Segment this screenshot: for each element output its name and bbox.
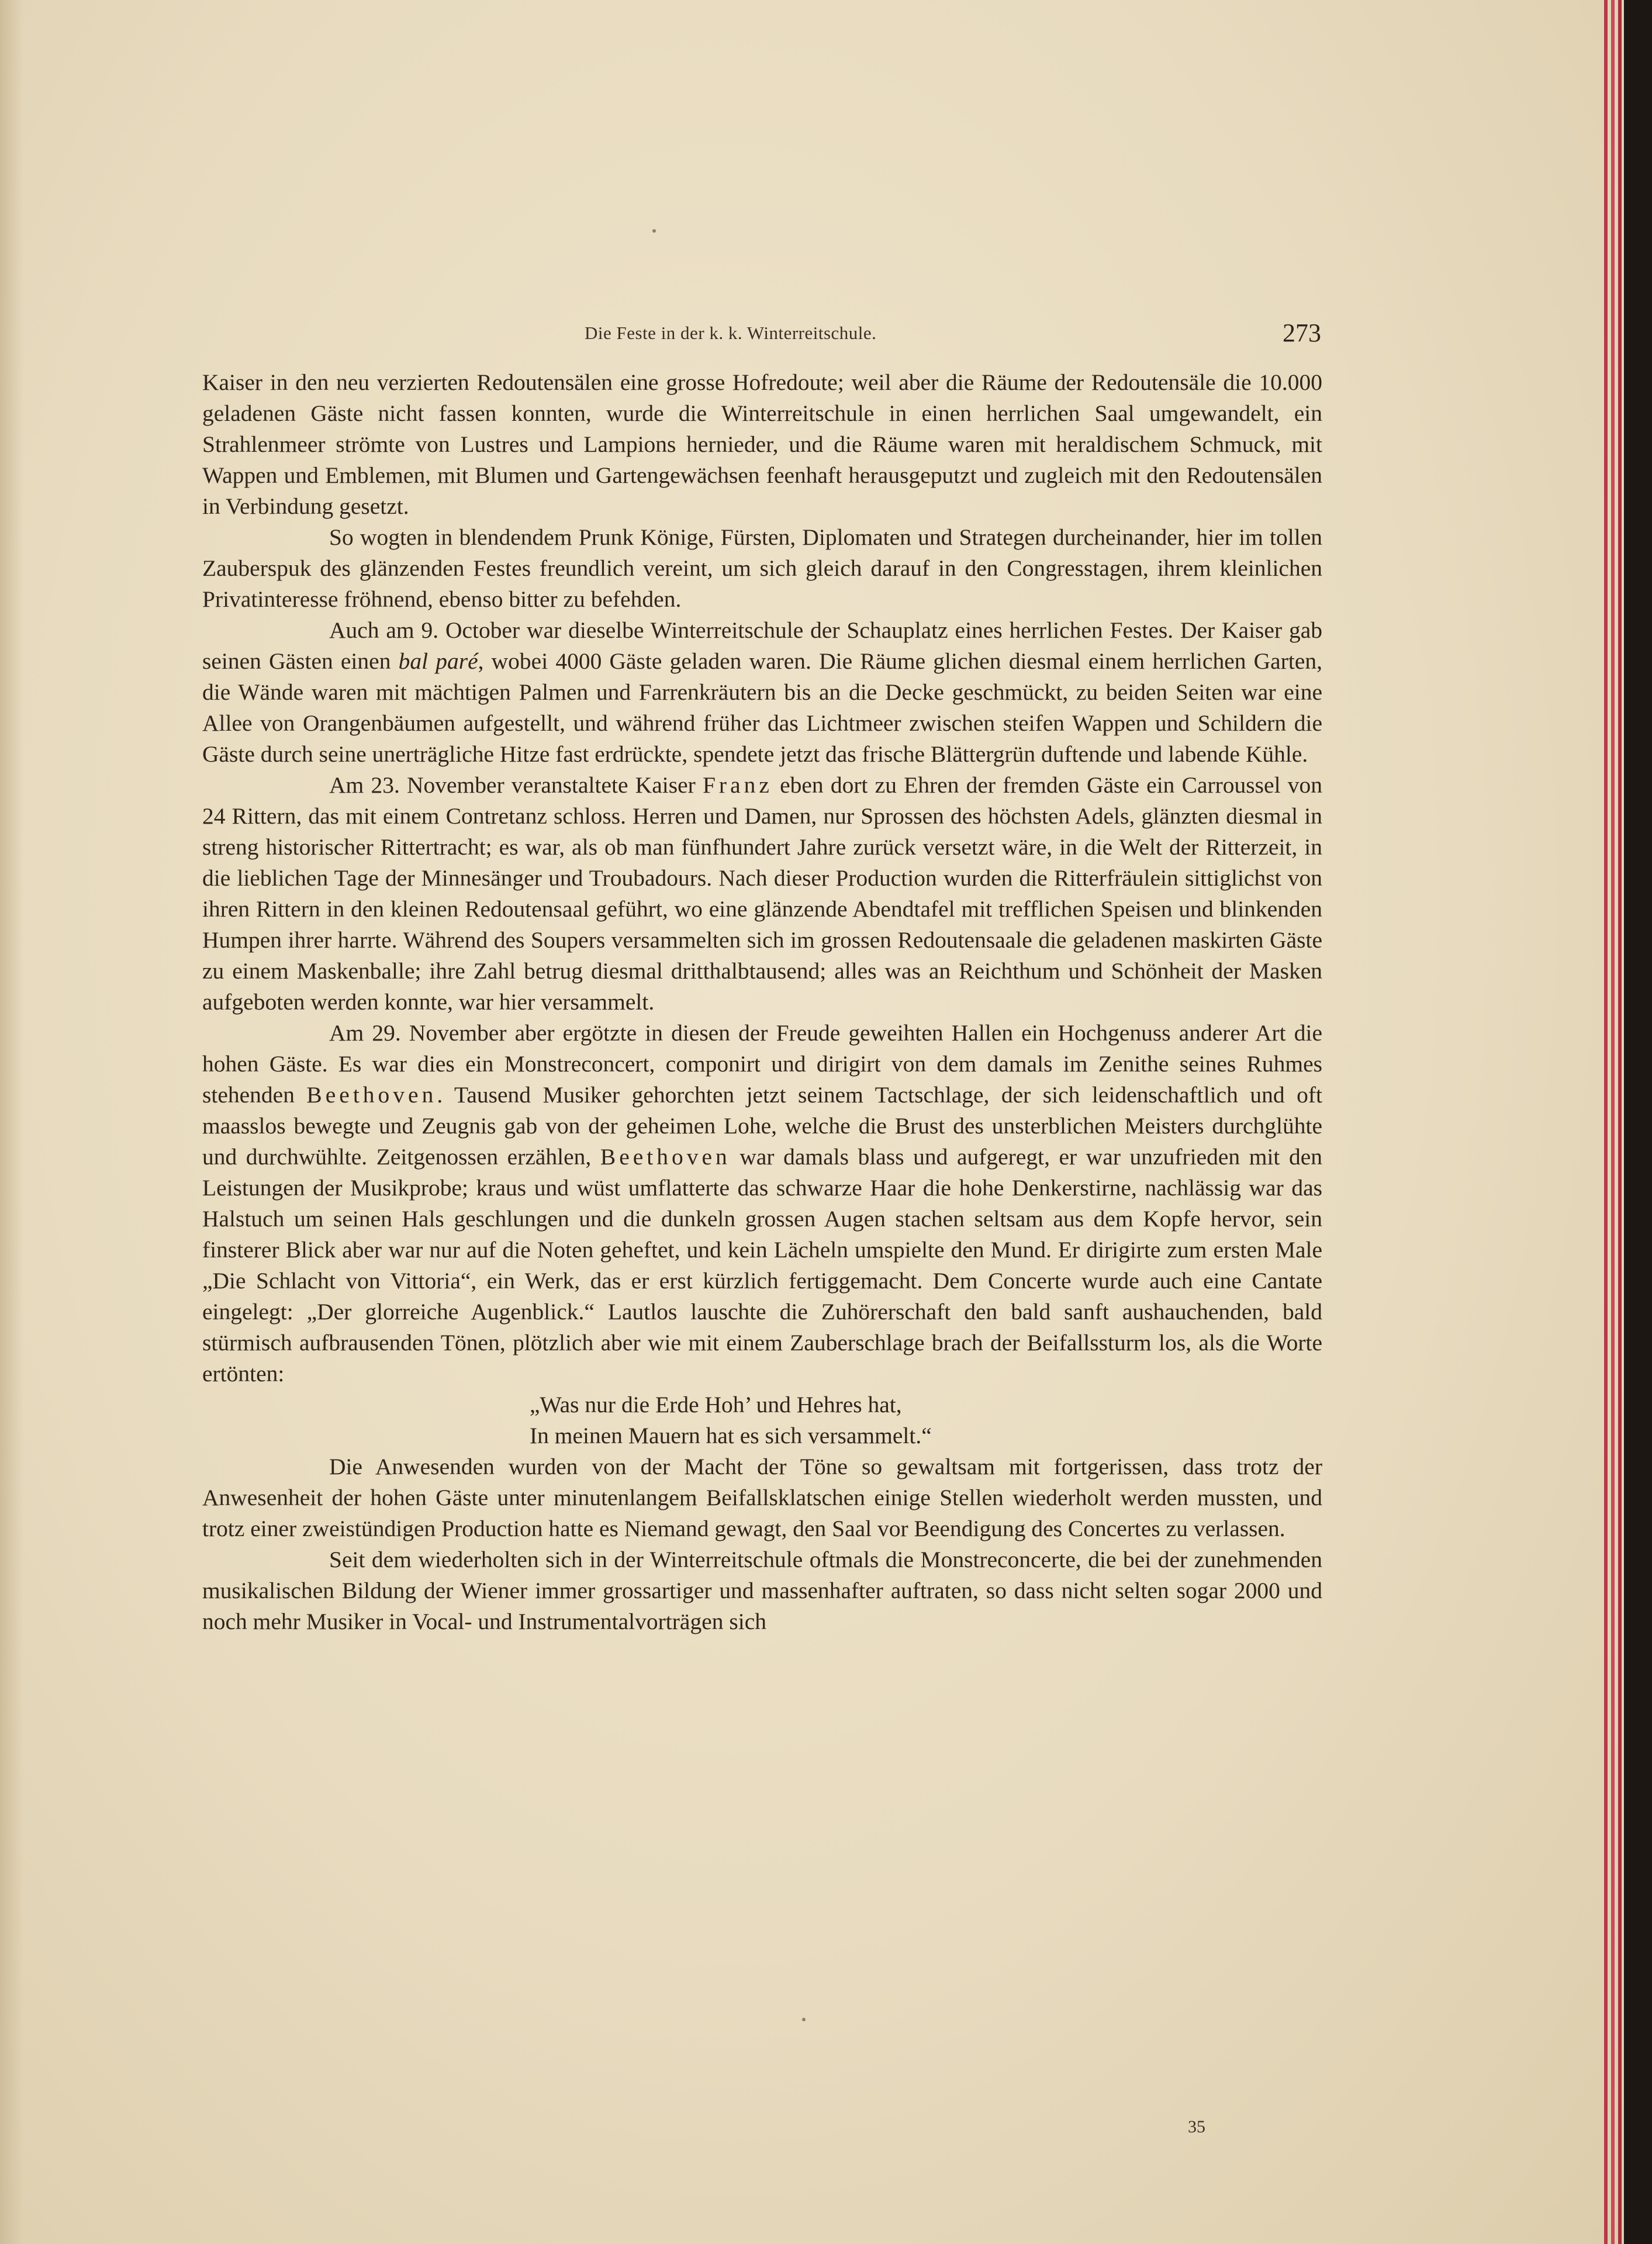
text-run: eben dort zu Ehren der fremden Gäste ein Carroussel von 24 Rittern, das mit einem Contretanz schloss. Herren und Damen, nur Sprossen des höchsten Adels, glänzten diesmal in streng historischer Rittertracht; es war, als ob man fünfhundert Jahre zurück versetzt wäre, in die Welt der Ritterzeit, in die lieblichen Tage der Minnesänger und Troubadours. Nach dieser Production wurden die Ritterfräulein sittiglichst von ihren Rittern in den kleinen Redoutensaal geführt, wo eine glänzende Abendtafel mit trefflichen Speisen und blinkenden Humpen ihrer harrte. Während des Soupers versammelten sich im grossen Redoutensaale die geladenen maskirten Gäste zu einem Maskenballe; ihre Zahl betrug diesmal dritthalbtausend; alles was an Reichthum und Schönheit der Masken aufgeboten werden konnte, war hier versammelt. <box>202 772 1322 1015</box>
paragraph <box>202 1018 1322 1389</box>
page-edge-strip <box>1611 0 1615 2244</box>
text-run: Am 29. November aber ergötzte in diesen der Freude geweihten Hallen ein Hochgenuss anderer Art die hohen Gäste. Es war dies ein Monstreconcert, componirt und dirigirt von dem damals im Zenithe seines Ruhmes stehenden <box>202 1020 1322 1108</box>
quote-line: In meinen Mauern hat es sich versammelt.“ <box>530 1423 932 1448</box>
text-run: Auch am 9. October war dieselbe Winterreitschule der Schauplatz eines herrlichen Festes. Der Kaiser gab seinen Gästen einen <box>202 617 1322 674</box>
signature-mark: 35 <box>1188 2117 1205 2136</box>
spaced-name: Franz <box>702 772 773 798</box>
paragraph: Seit dem wiederholten sich in der Winterreitschule oftmals die Monstreconcerte, die bei der zunehmenden musikalischen Bildung der Wiener immer grossartiger und massenhafter auftraten, so dass nicht selten sogar 2000 und noch mehr Musiker in Vocal- und Instrumentalvorträgen sich <box>202 1547 1322 1634</box>
paper-speck <box>802 2018 806 2021</box>
running-title: Die Feste in der k. k. Winterreitschule. <box>585 323 877 343</box>
text-run: Am 23. November veranstaltete Kaiser <box>329 772 703 798</box>
text-run: . Tausend Musiker gehorchten jetzt seinem Tactschlage, der sich leidenschaftlich und oft maasslos bewegte und Zeugnis gab von der geheimen Lohe, welche die Brust des unsterblichen Meisters durchglühte und durchwühlte. Zeitgenossen erzählen, <box>202 1082 1322 1170</box>
body-text <box>202 367 1322 1637</box>
italic-term: bal paré <box>398 648 478 674</box>
text-run: , wobei 4000 Gäste geladen waren. Die Räume glichen diesmal einem herrlichen Garten, die Wände waren mit mächtigen Palmen und Farrenkräutern bis an die Decke geschmückt, zu beiden Seiten war eine Allee von Orangenbäumen aufgestellt, und während früher das Lichtmeer zwischen steifen Wappen und Schildern die Gäste durch seine unerträgliche Hitze fast erdrückte, spendete jetzt das frische Blättergrün duftende und labende Kühle. <box>202 648 1322 767</box>
paper-speck <box>652 229 656 233</box>
page-edge-strip <box>1618 0 1622 2244</box>
page-edge-strip <box>1604 0 1608 2244</box>
paragraph: Die Anwesenden wurden von der Macht der Töne so gewaltsam mit fortgerissen, dass trotz der Anwesenheit der hohen Gäste unter minutenlangem Beifallsklatschen einige Stellen wiederholt werden mussten, und trotz einer zweistündigen Production hatte es Niemand gewagt, den Saal vor Beendigung des Concertes zu verlassen. <box>202 1454 1322 1541</box>
page-number: 273 <box>1283 319 1321 347</box>
page-gutter-shadow <box>0 0 23 2244</box>
spaced-name: Beethoven <box>600 1144 731 1170</box>
spaced-name: Beethoven <box>306 1082 437 1108</box>
verse-quote <box>202 1389 1322 1451</box>
paragraph: So wogten in blendendem Prunk Könige, Fürsten, Diplomaten und Strategen durcheinander, hier im tollen Zauberspuk des glänzenden Festes freundlich vereint, um sich gleich darauf in den Congresstagen, ihrem kleinlichen Privatinteresse fröhnend, ebenso bitter zu befehden. <box>202 524 1322 612</box>
quote-line: „Was nur die Erde Hoh’ und Hehres hat, <box>530 1392 902 1417</box>
paragraph: Kaiser in den neu verzierten Redoutensälen eine grosse Hofredoute; weil aber die Räume der Redoutensäle die 10.000 geladenen Gäste nicht fassen konnten, wurde die Winterreitschule in einen herrlichen Saal umgewandelt, ein Strahlenmeer strömte von Lustres und Lampions hernieder, und die Räume waren mit heraldischem Schmuck, mit Wappen und Emblemen, mit Blumen und Gartengewächsen feenhaft herausgeputzt und zugleich mit den Redoutensälen in Verbindung gesetzt. <box>202 369 1322 519</box>
text-run: war damals blass und aufgeregt, er war unzufrieden mit den Leistungen der Musikprobe; kraus und wüst umflatterte das schwarze Haar die hohe Denkerstirne, nachlässig war das Halstuch um seinen Hals geschlungen und die dunkeln grossen Augen stachen seltsam aus dem Kopfe hervor, sein finsterer Blick aber war nur auf die Noten geheftet, und kein Lächeln umspielte den Mund. Er dirigirte zum ersten Male „Die Schlacht von Vittoria“, ein Werk, das er erst kürzlich fertiggemacht. Dem Concerte wurde auch eine Cantate eingelegt: „Der glorreiche Augenblick.“ Lautlos lauschte die Zuhörerschaft den bald sanft aushauchenden, bald stürmisch aufbrausenden Tönen, plötzlich aber wie mit einem Zauberschlage brach der Beifallssturm los, als die Worte ertönten: <box>202 1144 1322 1386</box>
paragraph <box>202 615 1322 770</box>
paragraph <box>202 770 1322 1018</box>
